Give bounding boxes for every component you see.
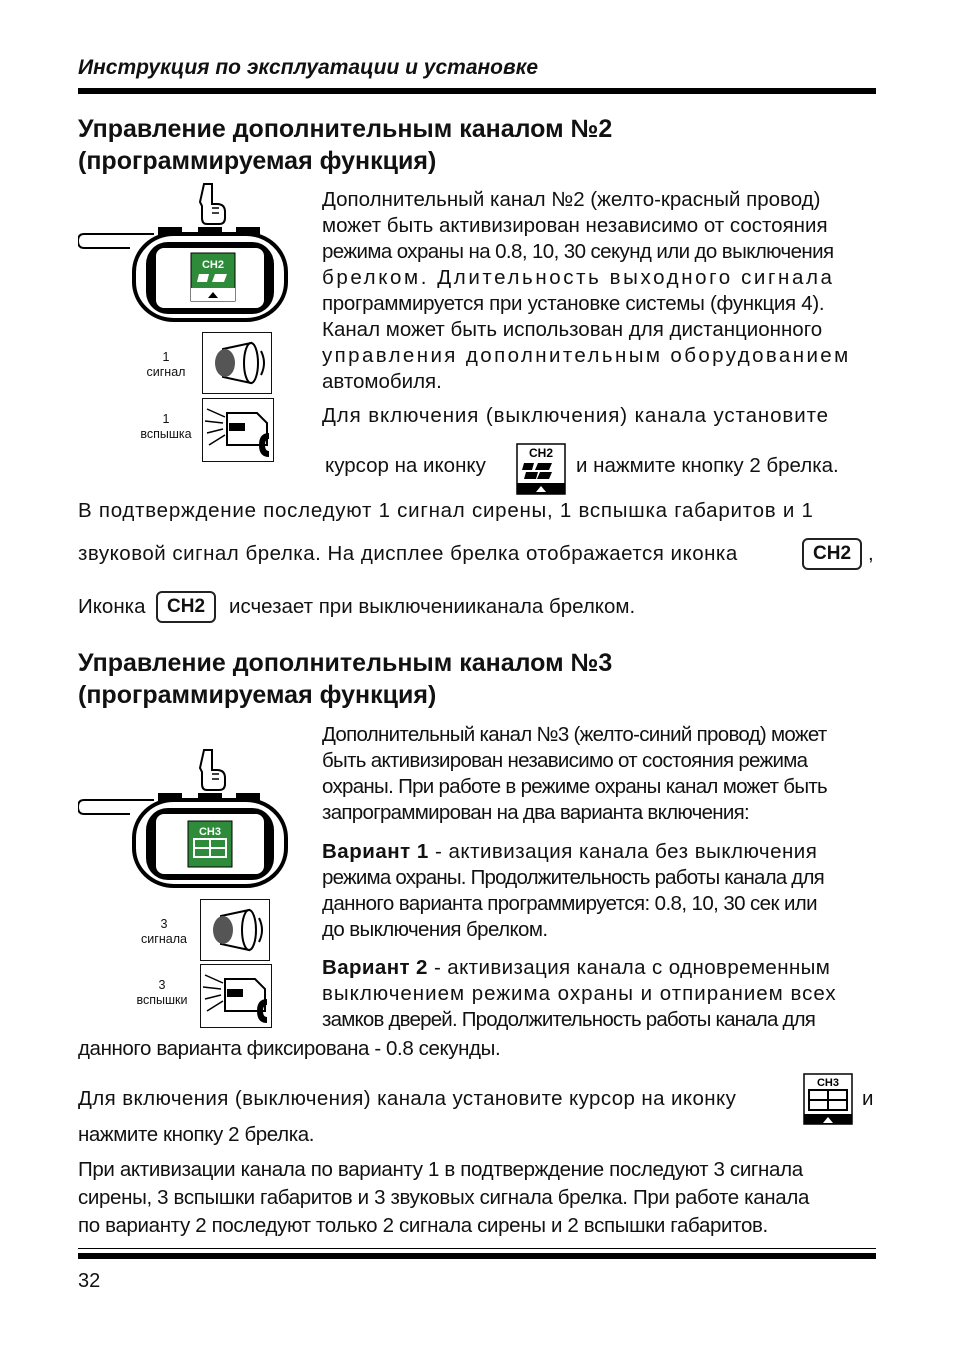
section3-instruction-after-icon: и bbox=[862, 1087, 874, 1110]
section3-instruction-line2: нажмите кнопку 2 брелка. bbox=[78, 1123, 315, 1146]
section3-instruction-before-icon: Для включения (выключения) канала установите курсор на иконку bbox=[78, 1087, 737, 1110]
siren-icon bbox=[200, 899, 270, 961]
page-number: 32 bbox=[78, 1270, 101, 1292]
section2-description: Дополнительный канал №2 (желто-красный провод) может быть активизирован независимо от состояния режима охраны на 0.8, 10, 30 секунд или до выключения брелком. Длительность выходного сигнала программируется при установке системы (функция 4). Канал может быть использован для дистанционного управления дополнительным оборудованием автомобиля. bbox=[322, 188, 851, 393]
siren-icon bbox=[202, 332, 272, 394]
ch2-display-badge: CH2 bbox=[802, 538, 862, 570]
key-fob-illustration-ch3 bbox=[78, 746, 293, 891]
pointing-hand-icon bbox=[200, 184, 225, 224]
ch3-cursor-icon bbox=[803, 1073, 853, 1125]
signal-caption: 1 сигнал bbox=[146, 350, 186, 379]
document-header-title: Инструкция по эксплуатации и установке bbox=[78, 56, 539, 79]
variant1-label: Вариант 1 bbox=[322, 840, 429, 863]
section3-variant2-tail: данного варианта фиксирована - 0.8 секунды. bbox=[78, 1037, 501, 1060]
flash-caption: 1 вспышка bbox=[140, 412, 192, 441]
ch2-cursor-icon bbox=[516, 443, 566, 495]
section2-confirmation-line2: звуковой сигнал брелка. На дисплее брелка отображается иконка bbox=[78, 542, 738, 565]
headlight-flash-icon bbox=[200, 964, 272, 1028]
icon-off-after: исчезает при выключенииканала брелком. bbox=[229, 595, 636, 618]
confirmation-comma: , bbox=[868, 542, 874, 565]
section2-instruction-after-icon: и нажмите кнопку 2 брелка. bbox=[576, 454, 839, 477]
headlight-flash-icon bbox=[202, 398, 274, 462]
signal-caption-ch3: 3 сигнала bbox=[141, 917, 187, 946]
section3-final-paragraph: При активизации канала по варианту 1 в подтверждение последуют 3 сигнала сирены, 3 вспышки габаритов и 3 звуковых сигнала брелка. При работе канала по варианту 2 последуют только 2 сигнала сирены и 2 вспышки габаритов. bbox=[78, 1158, 809, 1237]
section3-description: Дополнительный канал №3 (желто-синий провод) может быть активизирован независимо от состояния режима охраны. При работе в режиме охраны канал может быть запрограммирован на два варианта включения: bbox=[322, 723, 828, 824]
display-channel-label: CH3 bbox=[198, 826, 222, 838]
section2-confirmation-line1: В подтверждение последуют 1 сигнал сирены, 1 вспышка габаритов и 1 bbox=[78, 499, 814, 522]
icon-off-before: Иконка bbox=[78, 595, 146, 618]
section2-heading: Управление дополнительным каналом №2 (программируемая функция) bbox=[78, 115, 613, 175]
ch2-display-badge-off: CH2 bbox=[156, 591, 216, 623]
header-rule bbox=[78, 88, 876, 94]
key-fob-illustration-ch2 bbox=[78, 180, 293, 325]
section2-instruction-before-icon: курсор на иконку bbox=[325, 454, 486, 477]
footer-rule-thin bbox=[78, 1248, 876, 1249]
footer-rule bbox=[78, 1253, 876, 1259]
section2-instruction-line1: Для включения (выключения) канала установите bbox=[322, 404, 829, 427]
pointing-hand-icon bbox=[200, 750, 225, 790]
variant2-label: Вариант 2 bbox=[322, 956, 428, 979]
svg-text:CH3: CH3 bbox=[816, 1077, 840, 1089]
display-channel-label: CH2 bbox=[201, 259, 225, 271]
svg-text:CH2: CH2 bbox=[528, 446, 554, 460]
section3-heading: Управление дополнительным каналом №3 (программируемая функция) bbox=[78, 649, 613, 709]
section3-variant2: Вариант 2 - активизация канала с одновременным выключением режима охраны и отпиранием всех замков дверей. Продолжительность работы канала для bbox=[322, 956, 837, 1031]
flash-caption-ch3: 3 вспышки bbox=[136, 978, 188, 1007]
section3-variant1: Вариант 1 - активизация канала без выключения режима охраны. Продолжительность работы канала для данного варианта программируется: 0.8, 10, 30 сек или до выключения брелком. bbox=[322, 840, 824, 941]
